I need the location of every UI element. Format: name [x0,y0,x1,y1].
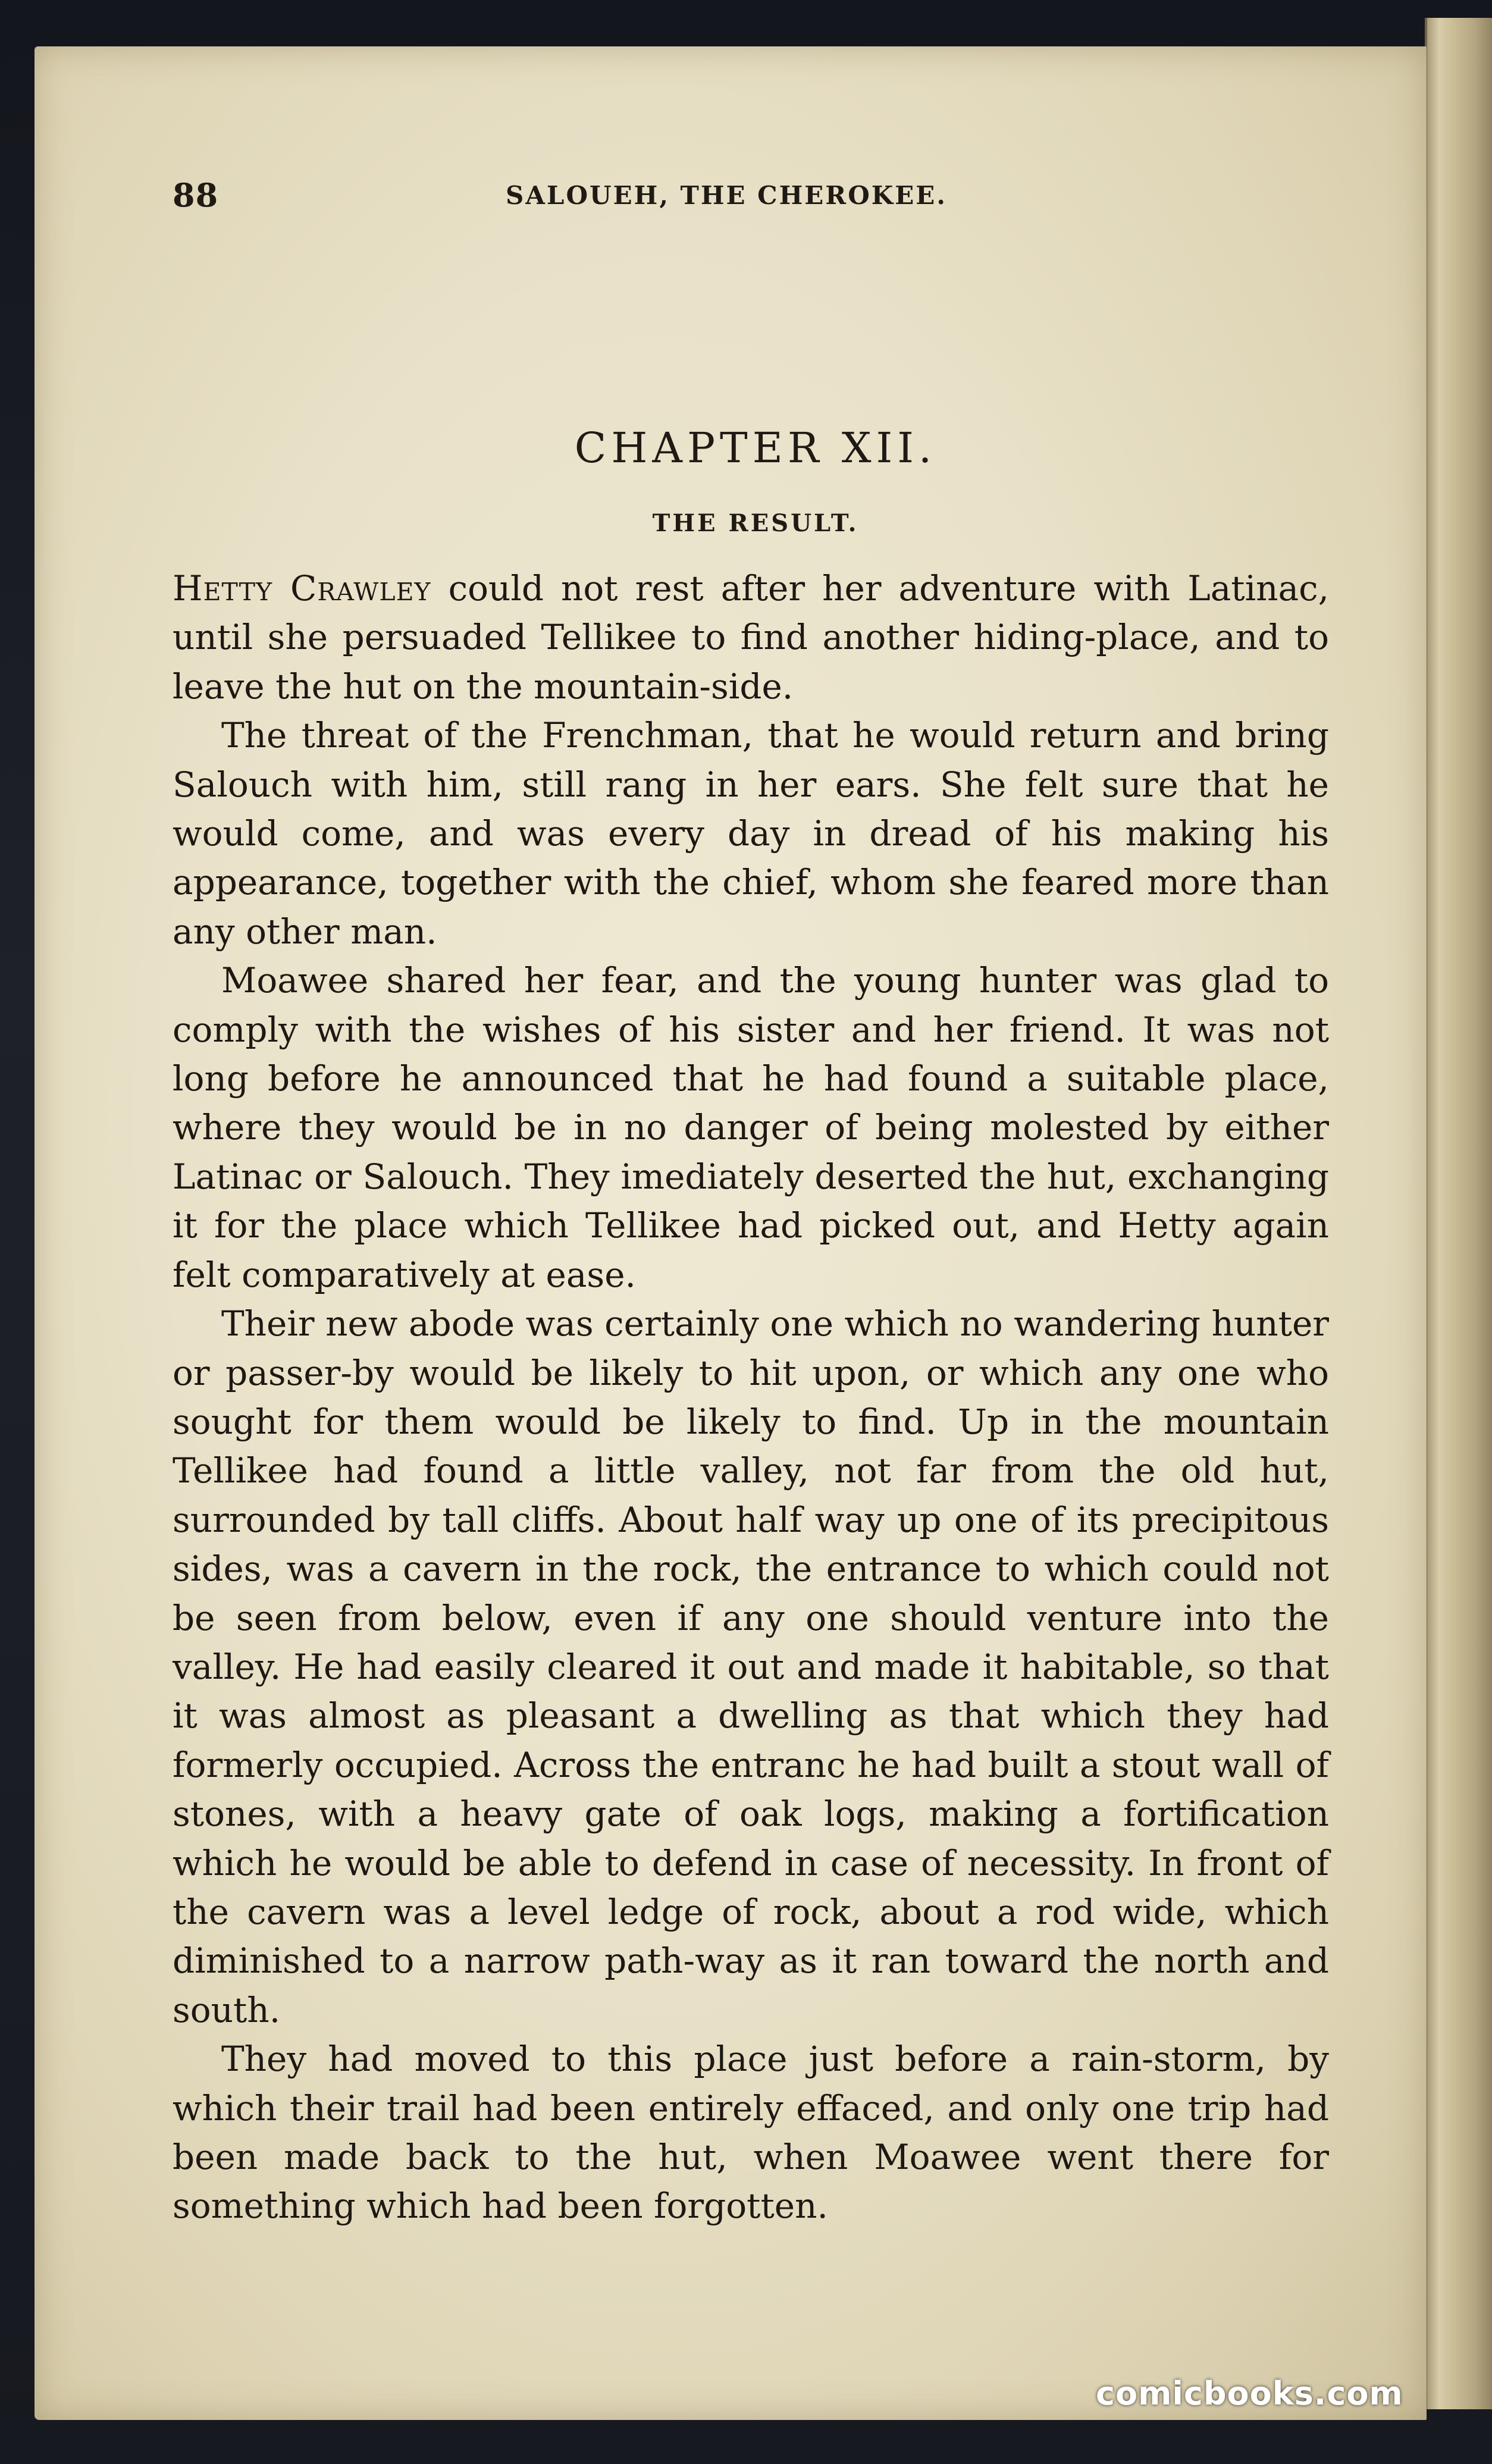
chapter-body [173,564,1329,2231]
paragraph: Their new abode was certainly one which no wandering hunter or passer-by would be likely to hit upon, or which any one who sought for them would be likely to find. Up in the mountain Tellikee had found a little valley, not far from the old hut, surrounded by tall cliffs. About half way up one of its precipitous sides, was a cavern in the rock, the entrance to which could not be seen from below, even if any one should venture into the valley. He had easily cleared it out and made it habitable, so that it was almost as pleasant a dwelling as that which they had formerly occupied. Across the entranc he had built a stout wall of stones, with a heavy gate of oak logs, making a fortification which he would be able to defend in case of necessity. In front of the cavern was a level ledge of rock, about a rod wide, which diminished to a narrow path-way as it ran toward the north and south. [173,1303,1329,2030]
chapter-subtitle: THE RESULT. [652,509,859,537]
paragraph-text: could not rest after her adventure with Latinac, until she persuaded Tellikee to find another hiding-place, and to leave the hut on the mountain-side. [173,568,1330,707]
paragraph: The threat of the Frenchman, that he would return and bring Salouch with him, still rang in her ears. She felt sure that he would come, and was every day in dread of his making his appearance, together with the chief, whom she feared more than any other man. [173,715,1329,952]
paragraph: Moawee shared her fear, and the young hunter was glad to comply with the wishes of his sister and her friend. It was not long before he announced that he had found a suitable place, where they would be in no danger of being molested by either Latinac or Salouch. They imediately deserted the hut, exchanging it for the place which Tellikee had picked out, and Hetty again felt comparatively at ease. [173,960,1329,1295]
page-header [173,176,1309,224]
running-head: SALOUEH, THE CHEROKEE. [506,181,947,210]
paragraph: They had moved to this place just before a rain-storm, by which their trail had been entirely effaced, and only one trip had been made back to the hut, when Moawee went there for something which had been forgotten. [173,2039,1329,2227]
paragraph [173,564,1329,711]
watermark: comicbooks.com [1096,2375,1403,2412]
page-edge [1425,18,1492,2409]
paragraph-lead: Hetty Crawley [173,568,431,609]
chapter-title: CHAPTER XII. [574,424,937,472]
page-number: 88 [173,176,219,214]
